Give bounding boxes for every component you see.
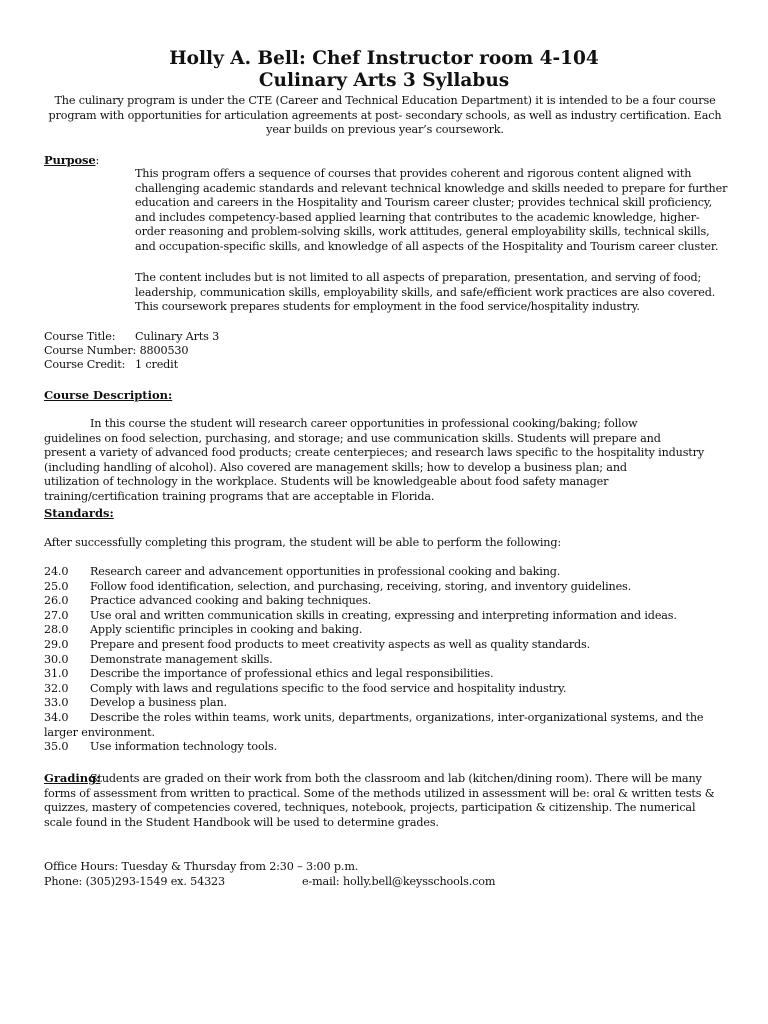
description-line: present a variety of advanced food products; create centerpieces; and research laws specific to the hospitality industry xyxy=(44,446,704,460)
standard-item xyxy=(44,667,493,682)
standard-item xyxy=(44,711,703,726)
standard-item xyxy=(44,682,566,697)
standard-item xyxy=(44,609,677,624)
email-address: e-mail: holly.bell@keysschools.com xyxy=(302,875,496,888)
standard-number: 24.0 xyxy=(44,565,69,578)
standard-item xyxy=(44,740,277,755)
description-line: utilization of technology in the workplace. Students will be knowledgeable about food safety manager xyxy=(44,475,609,489)
standard-item xyxy=(44,594,371,609)
grading-line: quizzes, mastery of competencies covered, techniques, notebook, projects, participation & citizenship. The numerical xyxy=(44,801,696,815)
grading-line: forms of assessment from written to practical. Some of the methods utilized in assessment will be: oral & written tests & xyxy=(44,786,715,800)
standard-item xyxy=(44,696,227,711)
standard-item xyxy=(44,580,631,595)
intro-line: year builds on previous year’s coursework. xyxy=(266,123,504,137)
standard-number: 34.0 xyxy=(44,711,69,724)
course-number-value: 8800530 xyxy=(139,344,189,357)
grading-heading: Grading: xyxy=(44,771,101,785)
phone-number: Phone: (305)293-1549 ex. 54323 xyxy=(44,875,225,888)
standard-number: 26.0 xyxy=(44,594,69,608)
course-title-row xyxy=(44,330,219,345)
purpose-line: This program offers a sequence of courses that provides coherent and rigorous content aligned with xyxy=(135,167,692,180)
purpose-colon: : xyxy=(95,153,100,167)
course-credit-label: Course Credit: xyxy=(44,358,126,371)
course-number-row xyxy=(44,344,188,359)
purpose-heading-row xyxy=(44,153,99,168)
grading-line: scale found in the Student Handbook will be used to determine grades. xyxy=(44,815,439,829)
standard-text: Develop a business plan. xyxy=(90,696,227,710)
standard-text: Demonstrate management skills. xyxy=(90,652,273,666)
purpose-line: This coursework prepares students for employment in the food service/hospitality industry. xyxy=(135,300,640,314)
standard-item xyxy=(44,638,590,653)
purpose-heading: Purpose xyxy=(44,153,96,167)
standard-item xyxy=(44,653,273,668)
standard-number: 33.0 xyxy=(44,696,69,710)
intro-line: The culinary program is under the CTE (Career and Technical Education Department) it is intended to be a four course xyxy=(54,94,716,107)
standard-text: Follow food identification, selection, and purchasing, receiving, storing, and inventory guidelines. xyxy=(90,579,632,593)
standard-text: larger environment. xyxy=(44,725,155,739)
description-line: (including handling of alcohol). Also covered are management skills; how to develop a business plan; and xyxy=(44,460,627,474)
intro-paragraph xyxy=(40,94,730,138)
standard-item xyxy=(44,565,560,580)
course-credit-row xyxy=(44,358,178,373)
standard-item xyxy=(44,726,155,741)
standard-number: 31.0 xyxy=(44,667,69,681)
purpose-line: and occupation-specific skills, and knowledge of all aspects of the Hospitality and Tourism career cluster. xyxy=(135,239,719,253)
purpose-paragraph-2 xyxy=(135,271,715,315)
standard-text: Research career and advancement opportunities in professional cooking and baking. xyxy=(90,565,561,578)
course-title-label: Course Title: xyxy=(44,330,116,343)
standard-text: Describe the roles within teams, work units, departments, organizations, inter-organizational systems, and the xyxy=(90,711,704,724)
grading-paragraph xyxy=(44,772,715,830)
standard-text: Apply scientific principles in cooking and baking. xyxy=(90,623,363,637)
course-description-paragraph xyxy=(44,417,704,505)
purpose-line: challenging academic standards and relevant technical knowledge and skills needed to prepare for further xyxy=(135,181,728,195)
office-hours: Office Hours: Tuesday & Thursday from 2:30 – 3:00 p.m. xyxy=(44,860,359,873)
standard-number: 30.0 xyxy=(44,652,69,666)
standard-text: Describe the importance of professional ethics and legal responsibilities. xyxy=(90,667,494,681)
standard-number: 35.0 xyxy=(44,740,69,754)
standards-intro: After successfully completing this program, the student will be able to perform the following: xyxy=(44,536,561,549)
purpose-line: leadership, communication skills, employability skills, and safe/efficient work practices are also covered. xyxy=(135,285,716,299)
standard-number: 32.0 xyxy=(44,681,69,695)
grading-line: Students are graded on their work from both the classroom and lab (kitchen/dining room). There will be many xyxy=(90,772,702,785)
standard-number: 27.0 xyxy=(44,608,69,622)
standard-number: 29.0 xyxy=(44,638,69,651)
document-title: Holly A. Bell: Chef Instructor room 4-104 xyxy=(169,48,599,69)
purpose-line: order reasoning and problem-solving skills, work attitudes, general employability skills, technical skills, xyxy=(135,225,710,239)
standard-text: Use information technology tools. xyxy=(90,740,277,754)
standard-number: 25.0 xyxy=(44,579,69,593)
course-number-label: Course Number: xyxy=(44,344,137,357)
standard-text: Comply with laws and regulations specific to the food service and hospitality industry. xyxy=(90,681,567,695)
purpose-line: and includes competency-based applied learning that contributes to the academic knowledge, higher- xyxy=(135,210,700,224)
standard-text: Prepare and present food products to meet creativity aspects as well as quality standards. xyxy=(90,638,591,651)
standard-text: Use oral and written communication skills in creating, expressing and interpreting information and ideas. xyxy=(90,608,677,622)
standard-text: Practice advanced cooking and baking techniques. xyxy=(90,594,372,608)
description-line: In this course the student will research career opportunities in professional cooking/baking; follow xyxy=(90,417,638,430)
description-line: training/certification training programs that are acceptable in Florida. xyxy=(44,489,435,503)
intro-line: program with opportunities for articulation agreements at post- secondary schools, as well as industry certification. Each xyxy=(48,108,722,122)
document-subtitle: Culinary Arts 3 Syllabus xyxy=(258,70,510,91)
standard-number: 28.0 xyxy=(44,623,69,637)
description-line: guidelines on food selection, purchasing, and storage; and use communication skills. Students will prepare and xyxy=(44,431,661,445)
course-title-value: Culinary Arts 3 xyxy=(135,330,220,343)
course-credit-value: 1 credit xyxy=(135,358,178,371)
purpose-line: education and careers in the Hospitality and Tourism career cluster; provides technical skill proficiency, xyxy=(135,196,712,210)
purpose-paragraph-1 xyxy=(135,167,727,255)
standard-item xyxy=(44,623,362,638)
course-description-heading: Course Description: xyxy=(44,388,173,402)
standards-heading: Standards: xyxy=(44,506,114,520)
purpose-line: The content includes but is not limited to all aspects of preparation, presentation, and serving of food; xyxy=(135,271,702,284)
